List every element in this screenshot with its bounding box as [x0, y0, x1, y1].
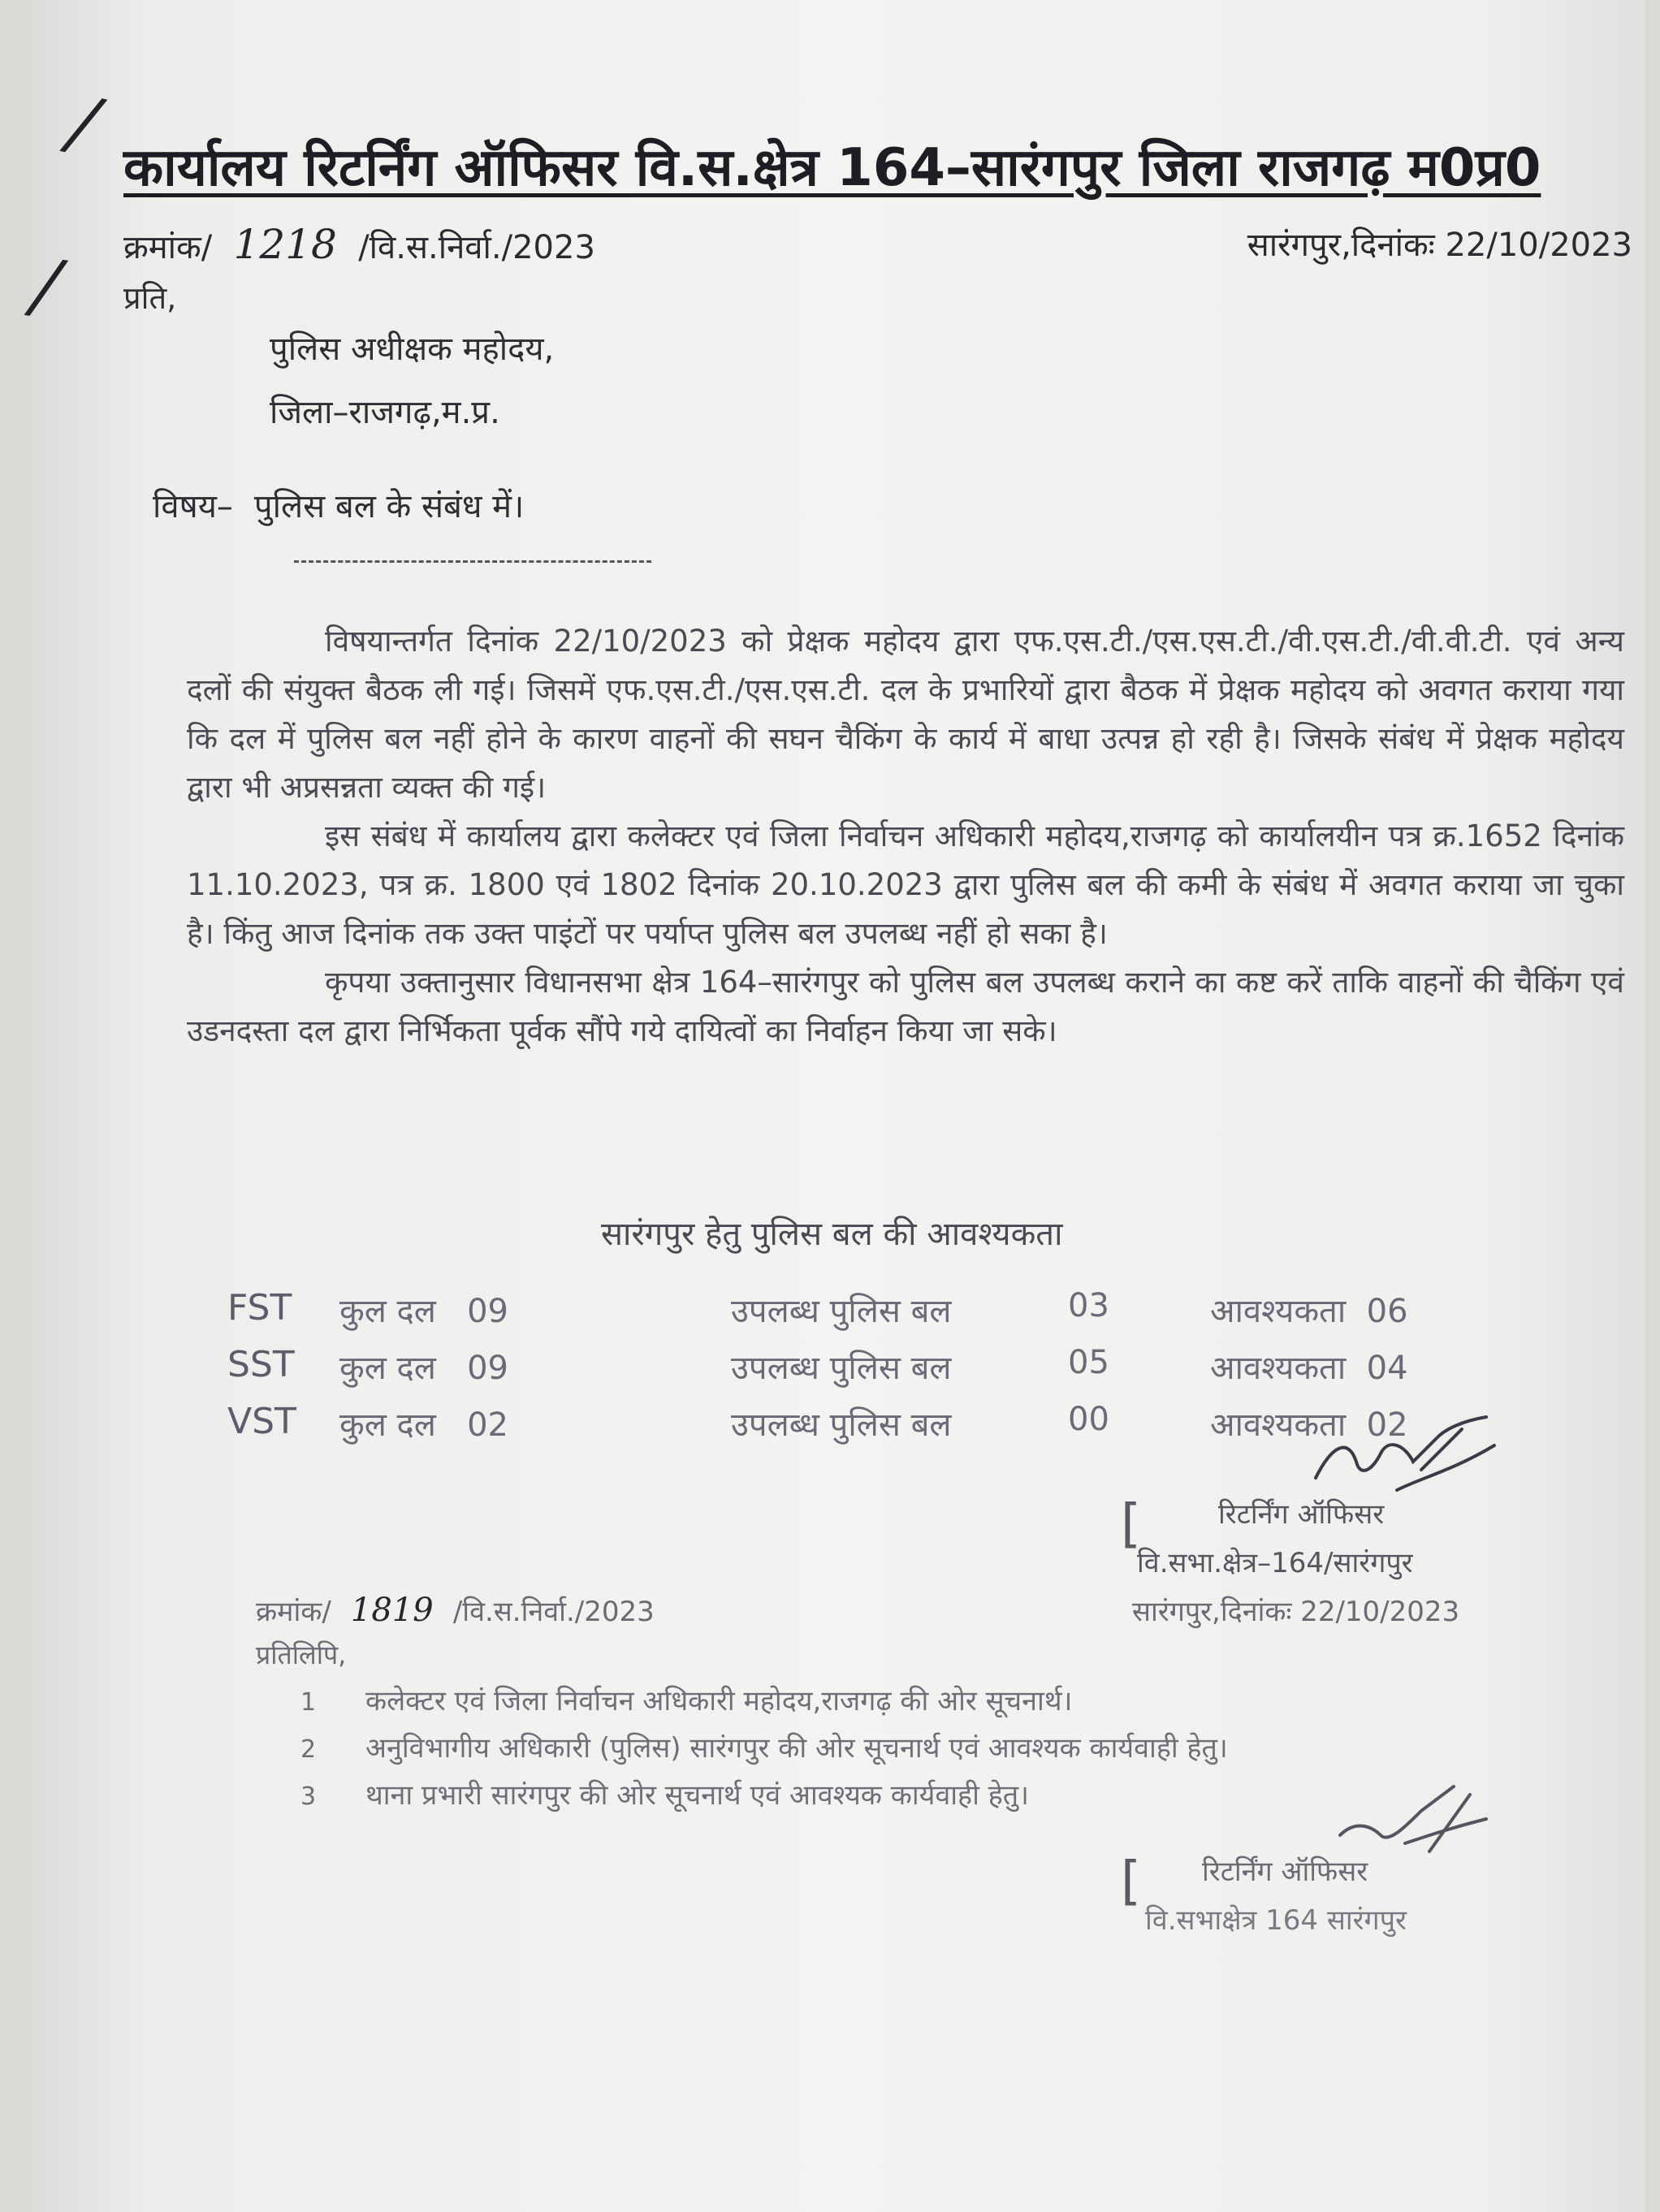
- required-label: आवश्यकता: [1210, 1293, 1347, 1330]
- ref-suffix: /वि.स.निर्वा./2023: [358, 229, 595, 266]
- available-value: 03: [1068, 1287, 1109, 1324]
- required-value: 02: [1366, 1406, 1408, 1444]
- item-number: 1: [300, 1688, 317, 1717]
- required-label: आवश्यकता: [1210, 1350, 1347, 1387]
- place-date: सारंगपुर,दिनांकः 22/10/2023: [1247, 227, 1632, 264]
- recipient-line-2: जिला–राजगढ़,म.प्र.: [270, 394, 500, 431]
- copy-reference-line: [256, 1592, 655, 1629]
- letter-body: [187, 617, 1624, 1056]
- required-value: 06: [1366, 1293, 1408, 1330]
- signature-bracket: [: [1121, 1494, 1141, 1554]
- body-paragraph-3: कृपया उक्तानुसार विधानसभा क्षेत्र 164–सारंगपुर को पुलिस बल उपलब्ध कराने का कष्ट करें ताकि वाहनों की चैकिंग एवं उडनदस्ता दल द्वारा निर्भिकता पूर्वक सौंपे गये दायित्वों का निर्वाहन किया जा सके।: [187, 965, 1624, 1048]
- item-number: 2: [300, 1735, 317, 1764]
- list-item: [300, 1681, 1228, 1728]
- copy-label: प्रतिलिपि,: [256, 1640, 347, 1670]
- required-label: आवश्यकता: [1210, 1406, 1347, 1444]
- item-text: थाना प्रभारी सारंगपुर की ओर सूचनार्थ एवं आवश्यक कार्यवाही हेतु।: [365, 1779, 1030, 1812]
- available-label: उपलब्ध पुलिस बल: [731, 1350, 952, 1387]
- body-paragraph-1: विषयान्तर्गत दिनांक 22/10/2023 को प्रेक्षक महोदय द्वारा एफ.एस.टी./एस.एस.टी./वी.एस.टी./वी.वी.टी. एवं अन्य दलों की संयुक्त बैठक ली गई। जिसमें एफ.एस.टी./एस.एस.टी. दल के प्रभारियों द्वारा बैठक में प्रेक्षक महोदय को अवगत कराया गया कि दल में पुलिस बल नहीं होने के कारण वाहनों की सघन चैकिंग के कार्य में बाधा उत्पन्न हो रही है। जिसके संबंध में प्रेक्षक महोदय द्वारा भी अप्रसन्नता व्यक्त की गई।: [187, 624, 1624, 805]
- team-code: VST: [227, 1401, 296, 1442]
- letter-sheet: [28, 0, 1645, 2212]
- margin-pen-mark: /: [28, 242, 65, 331]
- list-item: [300, 1775, 1228, 1822]
- total-teams: [339, 1287, 508, 1332]
- requirement-heading: सारंगपुर हेतु पुलिस बल की आवश्यकता: [601, 1216, 1063, 1253]
- available-value: 00: [1068, 1401, 1109, 1438]
- team-code: SST: [227, 1344, 295, 1385]
- subject-label: विषय–: [153, 488, 233, 525]
- handwritten-copy-ref-number: 1819: [350, 1592, 434, 1629]
- total-value: 09: [467, 1350, 508, 1387]
- item-text: अनुविभागीय अधिकारी (पुलिस) सारंगपुर की ओर सूचनार्थ एवं आवश्यक कार्यवाही हेतु।: [365, 1732, 1228, 1765]
- item-number: 3: [300, 1782, 317, 1811]
- signatory-office: वि.सभाक्षेत्र 164 सारंगपुर: [1145, 1904, 1407, 1937]
- recipient-line-1: पुलिस अधीक्षक महोदय,: [270, 331, 555, 368]
- required-value: 04: [1366, 1350, 1408, 1387]
- list-item: [300, 1728, 1228, 1775]
- ref-prefix: क्रमांक/: [123, 229, 213, 266]
- available-label: उपलब्ध पुलिस बल: [731, 1406, 952, 1444]
- team-code: FST: [227, 1287, 292, 1328]
- signature-place-date: सारंगपुर,दिनांकः 22/10/2023: [1132, 1596, 1460, 1628]
- total-label: कुल दल: [339, 1350, 436, 1387]
- reference-number-line: [123, 221, 595, 268]
- margin-pen-mark: /: [63, 79, 105, 169]
- copy-list: [300, 1681, 1228, 1822]
- available-label: उपलब्ध पुलिस बल: [731, 1293, 952, 1330]
- copy-ref-suffix: /वि.स.निर्वा./2023: [452, 1596, 655, 1628]
- available-value: 05: [1068, 1344, 1109, 1381]
- item-text: कलेक्टर एवं जिला निर्वाचन अधिकारी महोदय,राजगढ़ की ओर सूचनार्थ।: [365, 1685, 1073, 1717]
- total-value: 09: [467, 1293, 508, 1330]
- to-label: प्रति,: [123, 280, 177, 316]
- total-teams: [339, 1401, 508, 1445]
- required: [1210, 1287, 1408, 1332]
- signatory-office: वि.सभा.क्षेत्र–164/सारंगपुर: [1137, 1547, 1413, 1579]
- subject-line: [153, 482, 524, 527]
- signature-bracket: [: [1121, 1851, 1141, 1912]
- total-label: कुल दल: [339, 1293, 436, 1330]
- total-label: कुल दल: [339, 1406, 436, 1444]
- subject-text: पुलिस बल के संबंध में।: [253, 488, 525, 525]
- signatory-title: रिटर्निंग ऑफिसर: [1218, 1498, 1385, 1531]
- body-paragraph-2: इस संबंध में कार्यालय द्वारा कलेक्टर एवं जिला निर्वाचन अधिकारी महोदय,राजगढ़ को कार्यालयीन पत्र क्र.1652 दिनांक 11.10.2023, पत्र क्र. 1800 एवं 1802 दिनांक 20.10.2023 द्वारा पुलिस बल की कमी के संबंध में अवगत कराया जा चुका है। किंतु आज दिनांक तक उक्त पाइंटों पर पर्याप्त पुलिस बल उपलब्ध नहीं हो सका है।: [187, 819, 1624, 951]
- total-value: 02: [467, 1406, 508, 1444]
- signatory-title: रिटर्निंग ऑफिसर: [1202, 1856, 1368, 1888]
- total-teams: [339, 1344, 508, 1389]
- required: [1210, 1344, 1408, 1389]
- copy-ref-prefix: क्रमांक/: [256, 1596, 331, 1628]
- handwritten-ref-number: 1218: [233, 221, 337, 268]
- office-header-title: कार्यालय रिटर्निंग ऑफिसर वि.स.क्षेत्र 164–सारंगपुर जिला राजगढ़ म0प्र0: [123, 138, 1541, 198]
- subject-underline: [294, 560, 651, 563]
